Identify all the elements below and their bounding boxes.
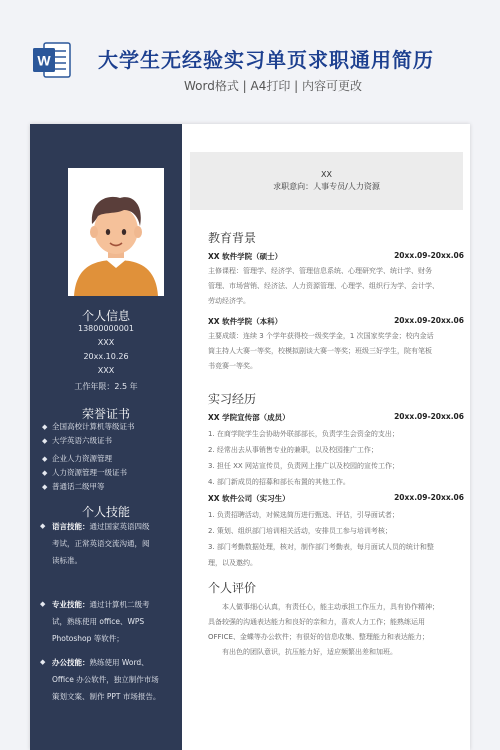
diamond-icon: ◆ bbox=[42, 483, 48, 491]
skill-professional: ◆ 专业技能：通过计算机二级考 试，熟练使用 office、WPS Photoshop 等软件； bbox=[44, 596, 174, 647]
education-entry-header: XX 软件学院（硕士） 20xx.09-20xx.06 bbox=[208, 251, 464, 261]
diamond-icon: ◆ bbox=[42, 437, 48, 445]
internship-item: 理，以及邀约。 bbox=[208, 559, 257, 567]
diamond-icon: ◆ bbox=[40, 600, 46, 608]
honor-item: ◆ 企业人力资源管理 bbox=[42, 454, 112, 463]
internship-entry-header: XX 学院宣传部（成员） 20xx.09-20xx.06 bbox=[208, 412, 464, 422]
sidebar bbox=[30, 124, 182, 750]
resume-page bbox=[30, 124, 470, 750]
internship-item: 2. 策划、组织部门培训相关活动，安排员工参与培训考核； bbox=[208, 527, 392, 535]
education-entry-detail: 主要成绩：连续 3 个学年获得校一级奖学金，1 次国家奖学金；校内金话 筒主持人大赛一等奖，校模拟剧谈大赛一等奖；班级三好学生，院有笔板 书竞赛一等奖。 bbox=[208, 332, 434, 370]
birth-date: 20xx.10.26 bbox=[83, 352, 129, 361]
work-years: 工作年限：2.5 年 bbox=[74, 382, 138, 391]
page-title: 大学生无经验实习单页求职通用简历 bbox=[98, 48, 434, 72]
honor-item: ◆ 普通话二级甲等 bbox=[42, 482, 105, 491]
objective-box bbox=[190, 152, 463, 210]
location: XXX bbox=[97, 366, 115, 375]
diamond-icon: ◆ bbox=[40, 658, 46, 666]
honors-heading: 荣誉证书 bbox=[81, 407, 130, 421]
evaluation-heading: 个人评价 bbox=[208, 581, 257, 595]
internship-item: 1. 负责招聘活动，对候选简历进行甄选、评估，引导面试者； bbox=[208, 511, 399, 519]
honor-item: ◆ 人力资源管理一级证书 bbox=[42, 468, 127, 477]
education-entry-detail: 主修课程：管理学、经济学、管理信息系统、心理研究学、统计学、财务 管理、市场营销、经济法、人力资源管理、心理学、组织行为学、会计学、 劳动经济学。 bbox=[208, 267, 439, 305]
candidate-name: XXX bbox=[97, 338, 115, 347]
honor-item: ◆ 大学英语六级证书 bbox=[42, 436, 112, 445]
svg-text:W: W bbox=[37, 52, 51, 69]
diamond-icon: ◆ bbox=[42, 423, 48, 431]
main-content bbox=[182, 124, 470, 750]
skills-heading: 个人技能 bbox=[81, 505, 130, 519]
personal-info-heading: 个人信息 bbox=[81, 309, 130, 323]
evaluation-text: 本人做事细心认真，有责任心，能主动承担工作压力，具有协作精神； 具备较强的沟通表达能力和良好的亲和力，喜欢人力工作；能熟练运用 OFFICE、金蝶等办公软件；有很好的信息收集、整理能力和表达能力； 有出色的团队意识，抗压能力好，适应频繁出差和加班。 bbox=[208, 603, 439, 656]
internship-item: 1. 在商学院学生会协助外联部部长，负责学生会资金的支出； bbox=[208, 430, 399, 438]
education-entry-header: XX 软件学院（本科） 20xx.09-20xx.06 bbox=[208, 316, 464, 326]
internship-item: 3. 担任 XX 网站宣传员，负责网上推广以及校园的宣传工作； bbox=[208, 462, 399, 470]
honor-item: ◆ 全国高校计算机等级证书 bbox=[42, 422, 135, 431]
internship-entry-header: XX 软件公司（实习生） 20xx.09-20xx.06 bbox=[208, 493, 464, 503]
internship-item: 4. 部门新成员的招募和部长布置的其他工作。 bbox=[208, 478, 350, 486]
word-icon bbox=[32, 40, 72, 80]
phone-number: 13800000001 bbox=[78, 324, 134, 333]
avatar bbox=[68, 168, 164, 296]
diamond-icon: ◆ bbox=[40, 522, 46, 530]
internship-item: 2. 经常出去从事销售专业的兼职，以及校园推广工作； bbox=[208, 446, 378, 454]
page-subtitle: Word格式 | A4打印 | 内容可更改 bbox=[184, 79, 363, 93]
diamond-icon: ◆ bbox=[42, 455, 48, 463]
page-header bbox=[0, 0, 500, 110]
skill-language: ◆ 语言技能：通过国家英语四级 考试，正常英语交流沟通，阅 读标准。 bbox=[44, 518, 174, 569]
internship-item: 3. 部门考勤数据处理，核对，制作部门考勤表，每月面试人员的统计和整 bbox=[208, 543, 434, 551]
education-heading: 教育背景 bbox=[208, 231, 257, 245]
diamond-icon: ◆ bbox=[42, 469, 48, 477]
objective-name: XX bbox=[321, 170, 332, 179]
skill-office: ◆ 办公技能：熟练使用 Word、 Office 办公软件，独立制作市场 策划文案、制作 PPT 市场报告。 bbox=[44, 654, 174, 705]
job-target: 求职意向：人事专员/人力资源 bbox=[273, 182, 380, 191]
internship-heading: 实习经历 bbox=[208, 392, 257, 406]
